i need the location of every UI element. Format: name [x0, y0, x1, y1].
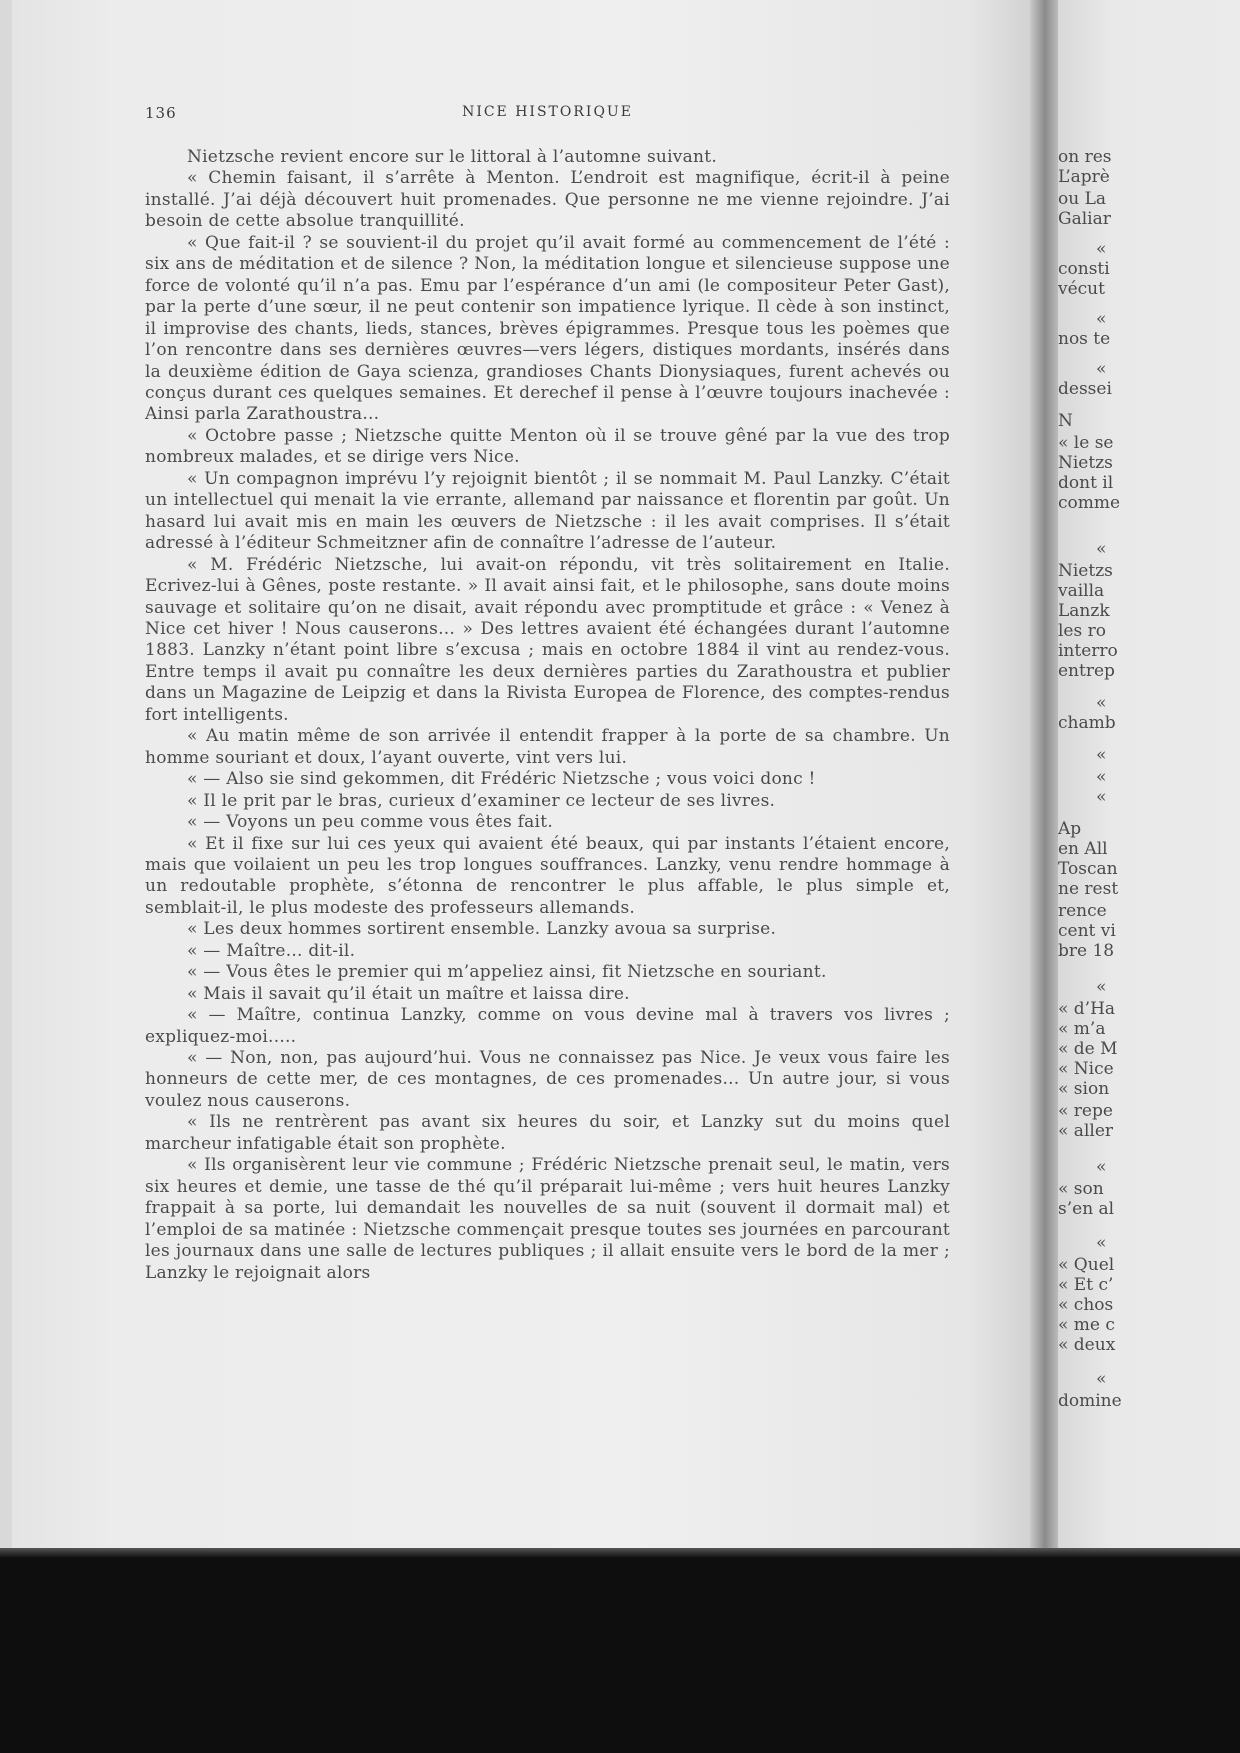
facing-page-line: Nietzs	[1058, 561, 1113, 581]
facing-page-line: rence	[1058, 901, 1107, 921]
paragraph: « Mais il savait qu’il était un maître et laissa dire.	[187, 983, 630, 1004]
facing-page-line: «	[1096, 1233, 1107, 1253]
paragraph: « — Voyons un peu comme vous êtes fait.	[187, 812, 553, 833]
facing-page-line: « repe	[1058, 1101, 1113, 1121]
paragraph: « Que fait-il ? se souvient-il du projet qu’il avait formé au commencement de l’été : six ans de méditation et de silence ? Non, la méditation longue et silencieuse suppose une force de volonté qu’il n’a pas. Emu par l’espérance d’un ami (le compositeur Peter Gast), par la perte d’une sœur, il ne peut contenir son impatience lyrique. Il cède à son instinct, il improvise des chants, lieds, stances, brèves épigrammes. Presque tous les poèmes que l’on rencontre dans ses dernières œuvres—vers légers, distiques mordants, insérés dans la deuxième édition de Gaya scienza, grandioses Chants Dionysiaques, furent achevés ou conçus durant ces quelques semaines. Et derechef il pense à l’œuvre toujours inachevée : Ainsi parla Zarathoustra...	[145, 232, 950, 425]
facing-page-line: «	[1096, 239, 1107, 259]
book-gutter	[1030, 0, 1060, 1548]
facing-page-line: « deux	[1058, 1335, 1116, 1355]
facing-page-line: interro	[1058, 641, 1118, 661]
facing-page-line: consti	[1058, 259, 1110, 279]
facing-page-line: dessei	[1058, 379, 1112, 399]
facing-page-line: «	[1096, 693, 1107, 713]
facing-page-line: « m’a	[1058, 1019, 1106, 1039]
facing-page-line: bre 18	[1058, 941, 1115, 961]
facing-page-line: chamb	[1058, 713, 1116, 733]
page-edge-shadow	[0, 1548, 1240, 1558]
paragraph: « — Vous êtes le premier qui m’appeliez ainsi, fit Nietzsche en souriant.	[187, 962, 827, 983]
facing-page-line: Nietzs	[1058, 453, 1113, 473]
paragraph: « Il le prit par le bras, curieux d’examiner ce lecteur de ses livres.	[187, 790, 776, 811]
facing-page-line: « sion	[1058, 1079, 1110, 1099]
facing-page-line: « de M	[1058, 1039, 1118, 1059]
facing-page-line: « chos	[1058, 1295, 1114, 1315]
facing-page-line: vécut	[1058, 279, 1105, 299]
paragraph: « — Also sie sind gekommen, dit Frédéric Nietzsche ; vous voici donc !	[187, 769, 816, 790]
facing-page-line: L’aprè	[1058, 167, 1110, 187]
facing-page-line: « aller	[1058, 1121, 1114, 1141]
paragraph: « Et il fixe sur lui ces yeux qui avaient été beaux, qui par instants l’étaient encore, mais que voilaient un peu les trop longues souffrances. Lanzky, venu rendre hommage à un redoutable prophète, s’étonna de rencontrer le plus affable, le plus simple et, semblait-il, le plus modeste des professeurs allemands.	[145, 833, 950, 918]
paragraph: « Ils organisèrent leur vie commune ; Frédéric Nietzsche prenait seul, le matin, vers six heures et demie, une tasse de thé qu’il préparait lui-même ; vers huit heures Lanzky frappait à sa porte, lui demandait les nouvelles de sa nuit (souvent il dormait mal) et l’emploi de sa matinée : Nietzsche commençait presque toutes ses journées en parcourant les journaux dans une salle de lectures publiques ; il allait ensuite vers le bord de la mer ; Lanzky le rejoignait alors	[145, 1155, 950, 1283]
facing-page-line: Galiar	[1058, 209, 1111, 229]
paragraph: Nietzsche revient encore sur le littoral à l’automne suivant.	[187, 147, 717, 167]
facing-page-line: «	[1096, 1369, 1107, 1389]
facing-page-line: comme	[1058, 493, 1121, 513]
facing-page-line: ne rest	[1058, 879, 1119, 899]
facing-page-line: «	[1096, 977, 1107, 997]
facing-page-line: les ro	[1058, 621, 1106, 641]
facing-page-line: « son	[1058, 1179, 1104, 1199]
facing-page-line: on res	[1058, 147, 1112, 167]
facing-page-line: Toscan	[1058, 859, 1118, 879]
paragraph: « Les deux hommes sortirent ensemble. Lanzky avoua sa surprise.	[187, 919, 777, 940]
paragraph: « — Maître, continua Lanzky, comme on vous devine mal à travers vos livres ; expliquez-moi.....	[145, 1005, 950, 1047]
facing-page-line: Ap	[1058, 819, 1082, 839]
paragraph: « Au matin même de son arrivée il entendit frapper à la porte de sa chambre. Un homme souriant et doux, l’ayant ouverte, vint vers lui.	[145, 726, 950, 768]
facing-page-line: « Et c’	[1058, 1275, 1114, 1295]
paragraph: « — Maître... dit-il.	[187, 940, 356, 961]
facing-page-line: «	[1096, 787, 1107, 807]
facing-page-line: dont il	[1058, 473, 1114, 493]
paragraph: « Chemin faisant, il s’arrête à Menton. L’endroit est magnifique, écrit-il à peine installé. J’ai déjà découvert huit promenades. Que personne ne me vienne rejoindre. J’ai besoin de cette absolue tranquillité.	[145, 168, 950, 232]
facing-page-line: « Nice	[1058, 1059, 1114, 1079]
facing-page-line: ou La	[1058, 189, 1107, 209]
facing-page-line: « d’Ha	[1058, 999, 1116, 1019]
paragraph: « Ils ne rentrèrent pas avant six heures du soir, et Lanzky sut du moins quel marcheur infatigable était son prophète.	[145, 1112, 950, 1154]
facing-page-line: « me c	[1058, 1315, 1115, 1335]
running-head	[145, 104, 950, 128]
facing-page-line: «	[1096, 539, 1107, 559]
facing-page-line: s’en al	[1058, 1199, 1115, 1219]
facing-page-line: «	[1096, 1157, 1107, 1177]
facing-page-line: cent vi	[1058, 921, 1116, 941]
running-title: NICE HISTORIQUE	[462, 104, 633, 120]
facing-page-line: entrep	[1058, 661, 1115, 681]
facing-page-line: «	[1096, 309, 1107, 329]
facing-page-line: domine	[1058, 1391, 1122, 1411]
facing-page-line: nos te	[1058, 329, 1111, 349]
scan-background	[0, 1548, 1240, 1753]
page-number: 136	[145, 104, 177, 122]
facing-page-line: en All	[1058, 839, 1108, 859]
facing-page-line: «	[1096, 745, 1107, 765]
paragraph: « Un compagnon imprévu l’y rejoignit bientôt ; il se nommait M. Paul Lanzky. C’était un intellectuel qui menait la vie errante, allemand par naissance et florentin par goût. Un hasard lui avait mis en main les œuvers de Nietzsche : il les avait comprises. Il s’était adressé à l’éditeur Schmeitzner afin de connaître l’adresse de l’auteur.	[145, 468, 950, 554]
body-text	[145, 147, 950, 1284]
facing-page-line: « Quel	[1058, 1255, 1115, 1275]
facing-page	[1058, 0, 1240, 1548]
facing-page-line: «	[1096, 359, 1107, 379]
paragraph: « M. Frédéric Nietzsche, lui avait-on répondu, vit très solitairement en Italie. Ecrivez-lui à Gênes, poste restante. » Il avait ainsi fait, et le philosophe, sans doute moins sauvage et solitaire qu’on ne disait, avait répondu avec promptitude et grâce : « Venez à Nice cet hiver ! Nous causerons... » Des lettres avaient été échangées durant l’automne 1883. Lanzky n’étant point libre s’excusa ; mais en octobre 1884 il vint au rendez-vous. Entre temps il avait pu connaître les deux dernières parties du Zarathoustra et publier dans un Magazine de Leipzig et dans la Rivista Europea de Florence, des comptes-rendus fort intelligents.	[145, 554, 950, 725]
facing-page-line: vailla	[1058, 581, 1105, 601]
paragraph: « — Non, non, pas aujourd’hui. Vous ne connaissez pas Nice. Je veux vous faire les honneurs de cette mer, de ces montagnes, de ces promenades... Un autre jour, si vous voulez nous causerons.	[145, 1048, 950, 1111]
facing-page-line: Lanzk	[1058, 601, 1110, 621]
paragraph: « Octobre passe ; Nietzsche quitte Menton où il se trouve gêné par la vue des trop nombreux malades, et se dirige vers Nice.	[145, 425, 950, 468]
facing-page-line: «	[1096, 767, 1107, 787]
facing-page-line: « le se	[1058, 433, 1114, 453]
facing-page-line: N	[1058, 411, 1073, 431]
